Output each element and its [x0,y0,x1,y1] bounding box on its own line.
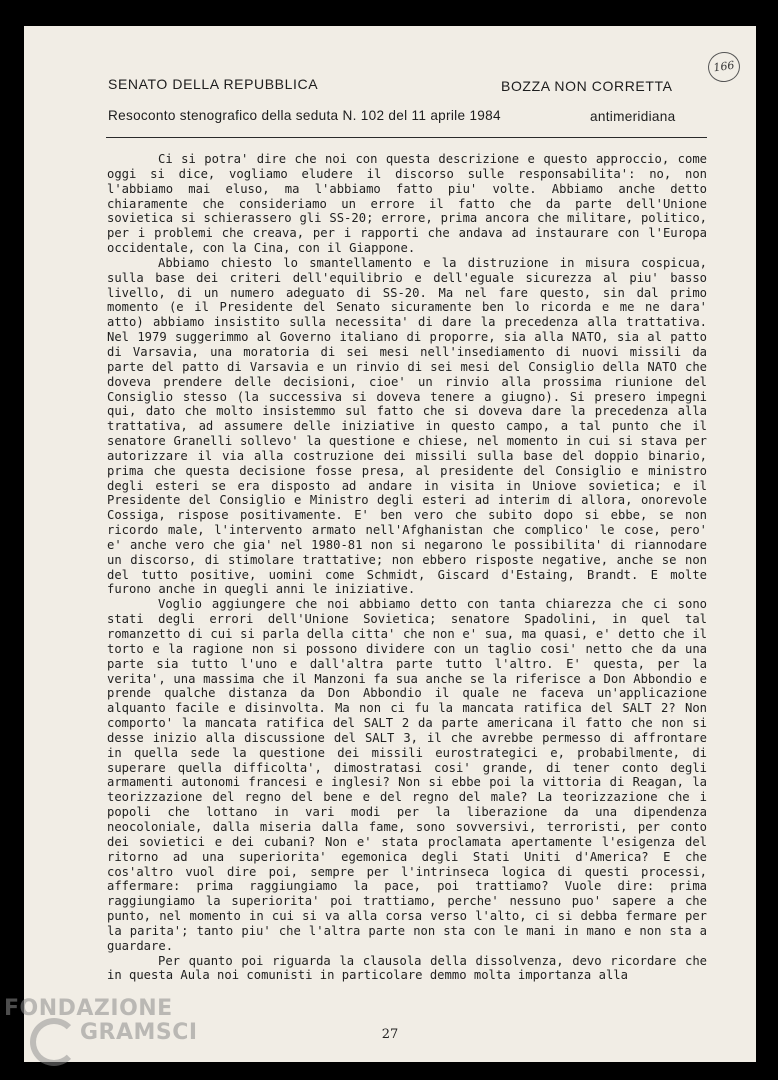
watermark-logo-icon [30,1018,78,1066]
header-period: antimeridiana [590,109,676,124]
header-session: Resoconto stenografico della seduta N. 102 del 11 aprile 1984 [108,108,501,123]
paragraph-2: Abbiamo chiesto lo smantellamento e la distruzione in misura cospicua, sulla base dei criteri dell'equilibrio e dell'eguale sicurezza al piu' basso livello, di un numero adeguato di SS-20. Ma nel fare questo, sin dal primo momento (e il Presidente del Senato sicuramente ben lo ricorda e me ne dara' atto) abbiamo insistito sulla necessita' di dare la precedenza alla trattativa. Nel 1979 suggerimmo al Governo italiano di proporre, sia alla NATO, sia al patto di Varsavia, una moratoria di sei mesi nell'insediamento di nuovi missili da parte del patto di Varsavia e un rinvio di sei mesi del Consiglio della NATO che doveva prendere delle decisioni, cioe' un rinvio alla prossima riunione del Consiglio stesso (la successiva si doveva tenere a giugno). Si presero impegni qui, dato che molto insistemmo sul fatto che si doveva dare la precedenza alla trattativa, ad assumere delle iniziative in questo campo, a tal punto che il senatore Granelli sollevo' la questione e chiese, nel momento in cui si stava per autorizzare il via alla costruzione dei missili sulla base del doppio binario, prima che questa decisione fosse presa, al presidente del Consiglio e ministro degli esteri se era disposto ad andare in visita in Uniove sovietica; e il Presidente del Consiglio e Ministro degli esteri ad interim di allora, onorevole Cossiga, rispose positivamente. E' ben vero che subito dopo si ebbe, se non ricordo male, l'intervento armato nell'Afghanistan che complico' le cose, pero' e' anche vero che gia' nel 1980-81 non si negarono le possibilita' di riannodare un discorso, di stimolare trattative; non ebbero risposte negative, anche se non del tutto positive, uomini come Schmidt, Giscard d'Estaing, Brandt. E molte furono anche in quegli anni le iniziative. [107,255,707,597]
page-number: 27 [381,1027,399,1042]
paragraph-3: Voglio aggiungere che noi abbiamo detto con tanta chiarezza che ci sono stati degli errori dell'Unione Sovietica; senatore Spadolini, in quel tal romanzetto di cui si parla della citta' che non e' sua, ma quasi, e' detto che il torto e la ragione non si possono dividere con un taglio cosi' netto che da una parte sia tutto l'uno e dall'altra parte tutto l'altro. E' questa, per la verita', una massima che il Manzoni fa sua anche se la riferisce a Don Abbondio e prende qualche distanza da Don Abbondio il quale ne faceva un'applicazione alquanto facile e disinvolta. Ma non ci fu la mancata ratifica del SALT 2? Non comporto' la mancata ratifica del SALT 2 da parte americana il fatto che non si desse inizio alla discussione del SALT 3, il che avrebbe permesso di affrontare in quella sede la questione dei missili eurostrategici e, probabilmente, di superare quella difficolta', dimostratasi cosi' grande, di tener conto degli armamenti autonomi francesi e inglesi? Non si ebbe poi la vittoria di Reagan, la teorizzazione del regno del bene e del regno del male? La teorizzazione che i popoli che lottano in vari modi per la liberazione da una dipendenza neocoloniale, dalla miseria dalla fame, sono sovversivi, terroristi, per conto dei sovietici e dei cubani? Non e' stata proclamata apertamente l'esigenza del ritorno ad una superiorita' egemonica degli Stati Uniti d'America? E che cos'altro vuol dire poi, sempre per l'intrinseca logica di questi processi, affermare: prima raggiungiamo la pace, poi trattiamo? Vuole dire: prima raggiungiamo la superiorita' poi trattiamo, perche' nessuno puo' sapere a che punto, nel momento in cui si va alla corsa verso l'alto, ci si debba fermare per la parita'; tanto piu' che l'altra parte non sta con le mani in mano e non sta a guardare. [107,597,707,953]
page-stamp: 166 [706,50,742,84]
header-divider [106,137,707,138]
paragraph-4: Per quanto poi riguarda la clausola della dissolvenza, devo ricordare che in questa Aula noi comunisti in particolare demmo molta importanza alla [107,953,707,983]
paragraph-1: Ci si potra' dire che noi con questa descrizione e questo approccio, come oggi si dice, vogliamo eludere il discorso sulle responsabilita': no, non l'abbiamo mai eluso, ma l'abbiamo fatto piu' volte. Abbiamo anche detto chiaramente che consideriamo un errore il fatto che da parte dell'Unione sovietica si schierassero gli SS-20; errore, prima ancora che militare, politico, per i problemi che creava, per i rapporti che andava ad instaurare con l'Europa occidentale, con la Cina, con il Giappone. [107,152,707,256]
header-institution: SENATO DELLA REPUBBLICA [108,76,319,92]
header-draft-status: BOZZA NON CORRETTA [501,78,673,94]
document-page [24,26,756,1062]
transcript-body [107,152,707,983]
watermark-line1: FONDAZIONE [4,996,173,1021]
watermark-line2: GRAMSCI [80,1020,198,1045]
